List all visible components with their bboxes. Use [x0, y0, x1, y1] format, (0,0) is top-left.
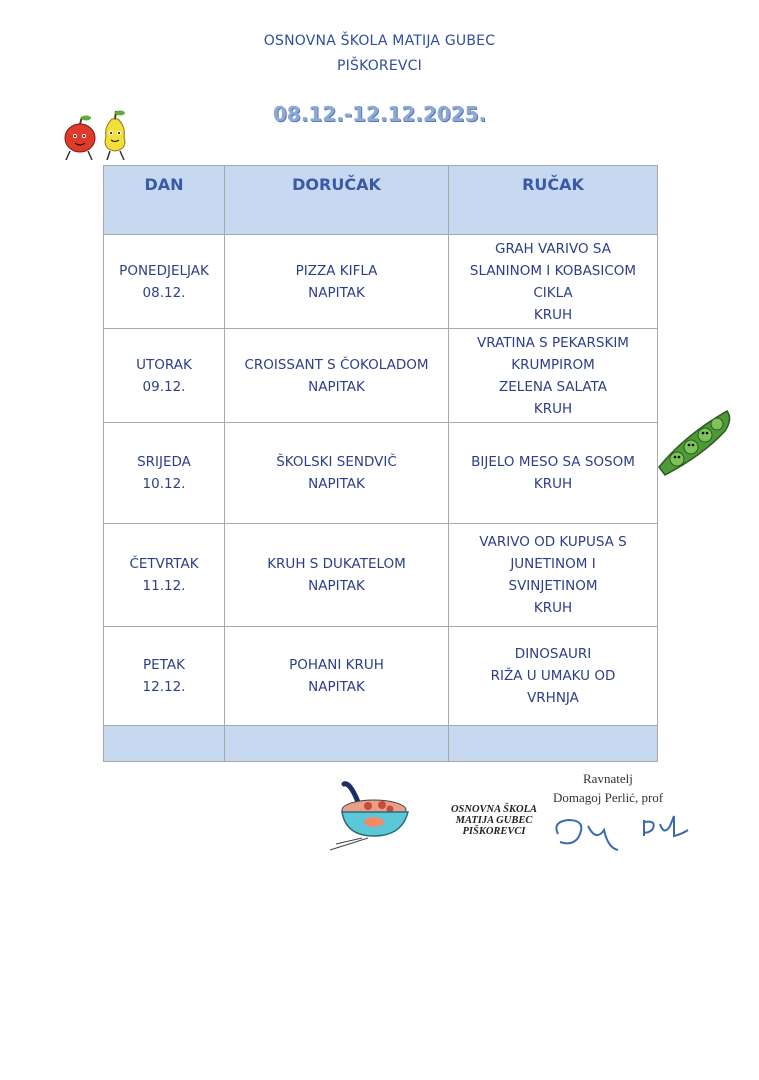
- breakfast-item: KRUH S DUKATELOM: [267, 556, 406, 572]
- school-location: PIŠKOREVCI: [337, 58, 422, 74]
- day-date: 09.12.: [142, 378, 186, 395]
- lunch-item: JUNETINOM I: [510, 556, 596, 572]
- breakfast-cell: [225, 329, 449, 423]
- menu-table: [103, 165, 658, 762]
- signature-title: Ravnatelj: [583, 771, 633, 786]
- breakfast-item: NAPITAK: [308, 578, 365, 594]
- lunch-item: KRUMPIROM: [511, 356, 595, 373]
- lunch-item: VARIVO OD KUPUSA S: [479, 534, 627, 550]
- day-name: ČETVRTAK: [129, 556, 199, 572]
- column-header-lunch: RUČAK: [449, 166, 658, 235]
- table-footer-row: [104, 726, 658, 762]
- lunch-item: GRAH VARIVO SA: [495, 240, 611, 257]
- table-row: [104, 235, 658, 329]
- school-name: OSNOVNA ŠKOLA MATIJA GUBEC: [263, 33, 496, 49]
- breakfast-item: NAPITAK: [308, 679, 365, 695]
- day-date: 11.12.: [142, 578, 186, 594]
- lunch-item: KRUH: [533, 476, 573, 492]
- day-date: 08.12.: [142, 284, 186, 301]
- lunch-item: ZELENA SALATA: [499, 378, 607, 395]
- lunch-cell: [449, 524, 658, 627]
- lunch-cell: [449, 423, 658, 524]
- day-date: 12.12.: [142, 679, 186, 695]
- day-cell: [104, 524, 225, 627]
- day-name: SRIJEDA: [137, 454, 191, 470]
- lunch-item: BIJELO MESO SA SOSOM: [471, 454, 635, 470]
- day-cell: [104, 423, 225, 524]
- breakfast-cell: [225, 423, 449, 524]
- stamp-line: MATIJA GUBEC: [455, 815, 533, 826]
- day-name: PETAK: [143, 657, 185, 673]
- day-cell: [104, 329, 225, 423]
- breakfast-item: NAPITAK: [308, 476, 365, 492]
- breakfast-cell: [225, 524, 449, 627]
- table-header-row: [104, 166, 658, 235]
- breakfast-cell: [225, 627, 449, 726]
- day-name: UTORAK: [136, 356, 192, 373]
- table-row: [104, 524, 658, 627]
- lunch-item: DINOSAURI: [514, 646, 592, 662]
- breakfast-cell: [225, 235, 449, 329]
- lunch-cell: [449, 627, 658, 726]
- apple-pear-icon: [60, 105, 135, 163]
- lunch-item: KRUH: [533, 306, 573, 323]
- lunch-item: SVINJETINOM: [508, 578, 598, 594]
- lunch-item: VRATINA S PEKARSKIM: [477, 334, 629, 351]
- breakfast-item: PIZZA KIFLA: [295, 262, 378, 279]
- breakfast-item: NAPITAK: [308, 284, 365, 301]
- lunch-item: KRUH: [533, 400, 573, 417]
- week-dates: 08.12.-12.12.2025.: [272, 102, 487, 126]
- empty-cell: [225, 726, 449, 762]
- signature-scribble: [548, 806, 698, 856]
- stamp-line: PIŠKOREVCI: [462, 826, 526, 837]
- table-row: [104, 627, 658, 726]
- lunch-cell: [449, 329, 658, 423]
- day-name: PONEDJELJAK: [119, 262, 209, 279]
- day-cell: [104, 235, 225, 329]
- lunch-item: RIŽA U UMAKU OD: [490, 668, 616, 684]
- day-cell: [104, 627, 225, 726]
- lunch-item: CIKLA: [533, 284, 573, 301]
- lunch-item: SLANINOM I KOBASICOM: [469, 262, 637, 279]
- day-date: 10.12.: [142, 476, 186, 492]
- school-stamp: [444, 804, 544, 837]
- signature-name: Domagoj Perlić, prof: [553, 790, 664, 805]
- breakfast-item: POHANI KRUH: [289, 657, 384, 673]
- column-header-breakfast: DORUČAK: [225, 166, 449, 235]
- lunch-item: VRHNJA: [527, 690, 579, 706]
- breakfast-item: ŠKOLSKI SENDVIČ: [276, 454, 397, 470]
- lunch-item: KRUH: [533, 600, 573, 616]
- breakfast-item: NAPITAK: [308, 378, 365, 395]
- table-row: [104, 423, 658, 524]
- empty-cell: [104, 726, 225, 762]
- peas-icon: [655, 405, 735, 480]
- stamp-line: OSNOVNA ŠKOLA: [450, 804, 538, 815]
- empty-cell: [449, 726, 658, 762]
- column-header-day: DAN: [104, 166, 225, 235]
- lunch-cell: [449, 235, 658, 329]
- bowl-icon: [328, 780, 413, 852]
- table-row: [104, 329, 658, 423]
- breakfast-item: CROISSANT S ČOKOLADOM: [244, 356, 429, 373]
